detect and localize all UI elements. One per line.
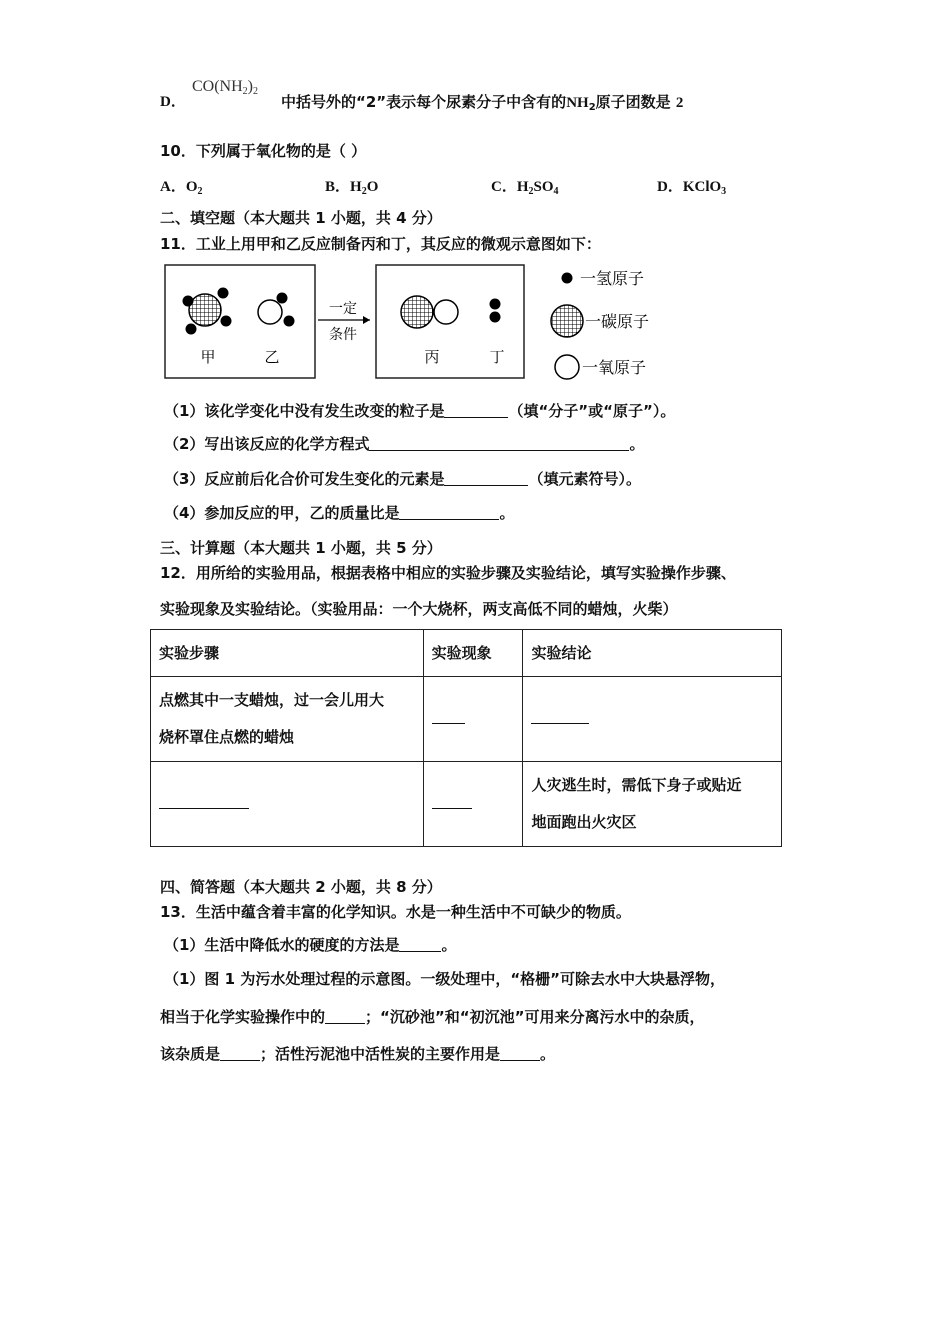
answer-blank[interactable]: [159, 807, 249, 809]
legend-oxygen: [555, 355, 646, 379]
q11-sub4: （4）参加反应的甲，乙的质量比是 。: [164, 504, 515, 522]
bing-molecule: [401, 296, 458, 328]
answer-blank[interactable]: [399, 505, 499, 520]
q11-sub3: （3）反应前后化合价可发生变化的元素是 （填元素符号）。: [164, 470, 641, 488]
answer-blank[interactable]: [500, 1046, 540, 1061]
q11-stem: 11．工业上用甲和乙反应制备丙和丁，其反应的微观示意图如下：: [160, 235, 601, 253]
q10-option-d: D．KClO$_3$: [657, 179, 727, 197]
row2-step[interactable]: [151, 762, 424, 847]
table-header-row: [151, 630, 782, 677]
label-bing: 丙: [424, 348, 440, 366]
label-ding: 丁: [489, 348, 505, 366]
answer-blank[interactable]: [220, 1046, 260, 1061]
label-yi: 乙: [264, 348, 280, 366]
section-4-heading: 四、简答题（本大题共 2 小题，共 8 分）: [160, 878, 442, 896]
q9-option-d-text: 中括号外的“2”表示每个尿素分子中含有的$NH_2$原子团数是 2: [281, 93, 684, 113]
ding-molecule: [490, 299, 501, 323]
row1-phenomenon[interactable]: [423, 677, 523, 762]
answer-blank[interactable]: [432, 807, 472, 809]
experiment-table: [150, 629, 782, 847]
yi-molecule: [258, 293, 295, 327]
header-step: 实验步骤: [151, 630, 424, 677]
svg-text:一氧原子: 一氧原子: [582, 358, 647, 377]
arrow-condition-top: 一定: [329, 301, 357, 317]
answer-blank[interactable]: [444, 471, 528, 486]
urea-formula: $CO(NH_2)_2$: [192, 78, 258, 97]
row2-conclusion: 人灾逃生时，需低下身子或贴近 地面跑出火灾区: [523, 762, 782, 847]
label-jia: 甲: [200, 348, 216, 366]
row2-phenomenon[interactable]: [423, 762, 523, 847]
q10-stem: 10．下列属于氧化物的是（ ）: [160, 142, 367, 160]
answer-blank[interactable]: [369, 436, 629, 451]
q10-option-b: B．$H_2O$: [325, 179, 379, 197]
section-2-heading: 二、填空题（本大题共 1 小题，共 4 分）: [160, 209, 442, 227]
jia-molecule: [183, 288, 232, 335]
row1-conclusion[interactable]: [523, 677, 782, 762]
row1-step: 点燃其中一支蜡烛，过一会儿用大 烧杯罩住点燃的蜡烛: [151, 677, 424, 762]
svg-text:一碳原子: 一碳原子: [585, 312, 650, 331]
arrow-condition-bottom: 条件: [329, 327, 357, 343]
answer-blank[interactable]: [432, 722, 465, 724]
section-3-heading: 三、计算题（本大题共 1 小题，共 5 分）: [160, 539, 442, 557]
q12-stem-line1: 12．用所给的实验用品，根据表格中相应的实验步骤及实验结论，填写实验操作步骤、: [160, 564, 736, 582]
answer-blank[interactable]: [444, 403, 508, 418]
q10-option-a: A．$O_2$: [160, 179, 203, 197]
q11-sub2: （2）写出该反应的化学方程式 。: [164, 435, 645, 453]
answer-blank[interactable]: [531, 722, 589, 724]
table-row: [151, 677, 782, 762]
legend-carbon: [551, 305, 649, 337]
reaction-diagram: [160, 260, 680, 385]
q13-stem: 13．生活中蕴含着丰富的化学知识。水是一种生活中不可缺少的物质。: [160, 903, 631, 921]
q13-sub1b-line1: （1）图 1 为污水处理过程的示意图。一级处理中，“格栅”可除去水中大块悬浮物，: [164, 970, 726, 988]
q13-sub1b-line3: 该杂质是 ；活性污泥池中活性炭的主要作用是 。: [160, 1045, 556, 1063]
q13-sub1: （1）生活中降低水的硬度的方法是 。: [164, 936, 457, 954]
header-conclusion: 实验结论: [523, 630, 782, 677]
answer-blank[interactable]: [325, 1009, 365, 1024]
q9-option-d: D．: [160, 94, 186, 110]
legend-hydrogen: [562, 269, 645, 288]
q13-sub1b-line2: 相当于化学实验操作中的 ；“沉砂池”和“初沉池”可用来分离污水中的杂质，: [160, 1008, 705, 1026]
header-phenomenon: 实验现象: [423, 630, 523, 677]
table-row: [151, 762, 782, 847]
answer-blank[interactable]: [399, 937, 441, 952]
q11-sub1: （1）该化学变化中没有发生改变的粒子是 （填“分子”或“原子”）。: [164, 402, 676, 420]
q10-option-c: C．$H_2SO_4$: [491, 179, 559, 197]
q12-stem-line2: 实验现象及实验结论。（实验用品：一个大烧杯，两支高低不同的蜡烛，火柴）: [160, 600, 678, 618]
svg-text:一氢原子: 一氢原子: [580, 269, 645, 288]
